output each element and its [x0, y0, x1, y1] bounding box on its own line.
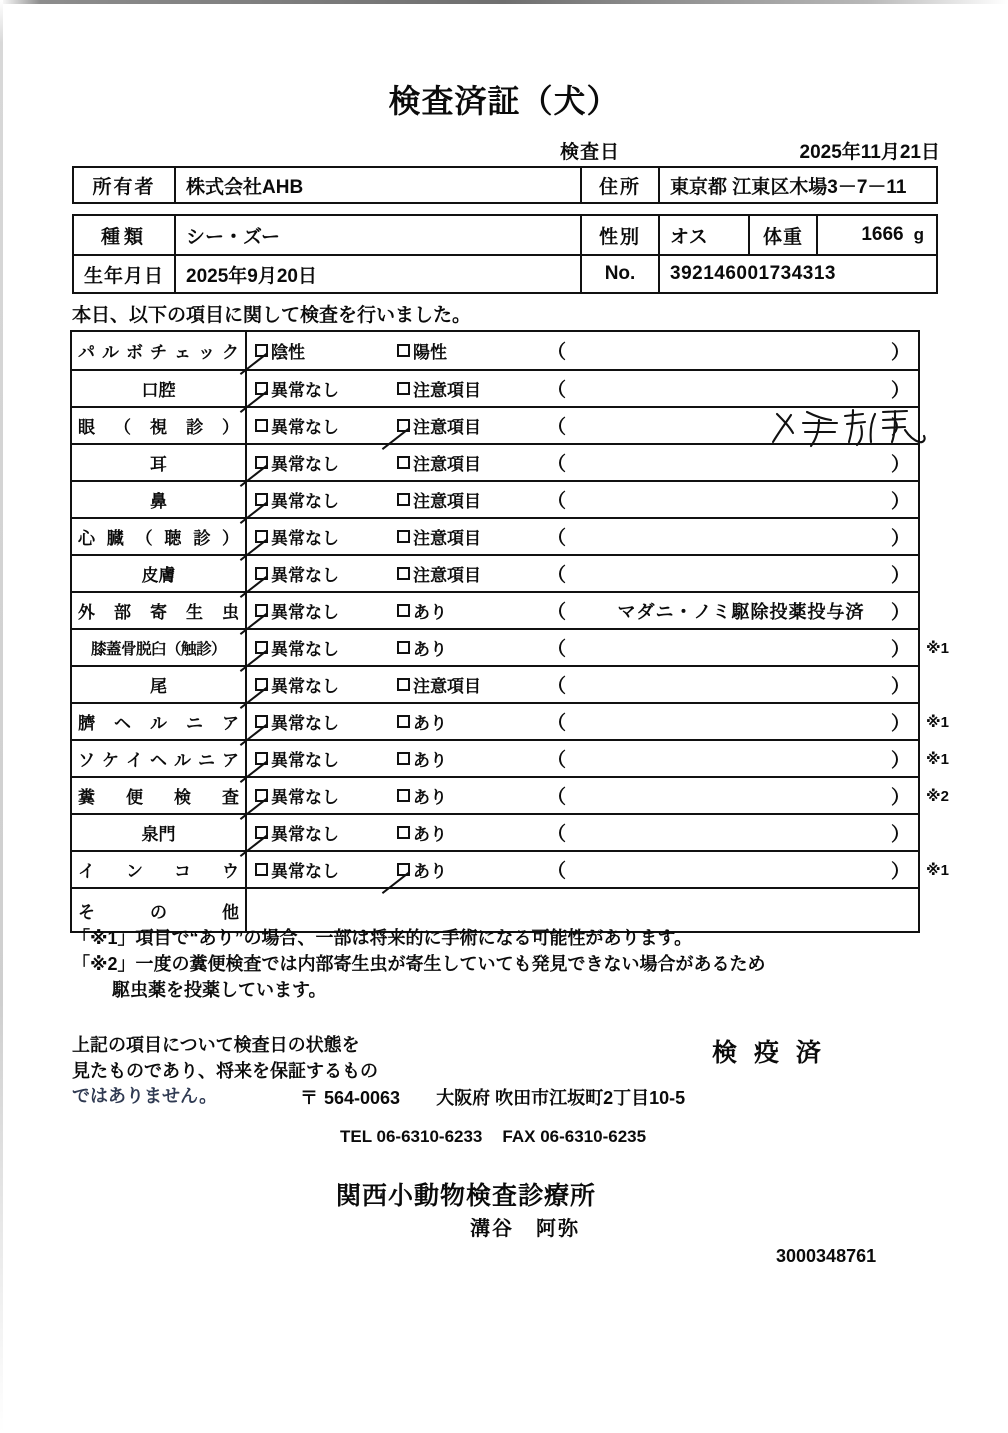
handwritten-annotation [767, 406, 947, 448]
inspection-item-label: 口腔 [72, 371, 247, 406]
exam-date-value: 2025年11月21日 [799, 142, 940, 163]
checkbox-option-label: 異常なし [271, 381, 339, 400]
sex-label: 性別 [580, 216, 658, 254]
inspection-item-label: 眼 （ 視 診 ） [72, 408, 247, 443]
inspection-row [72, 517, 918, 554]
checkbox-option-a[interactable] [255, 487, 397, 512]
clinic-tel: TEL 06-6310-6233 [340, 1127, 483, 1146]
note-paren-close: ） [890, 528, 910, 549]
footnote-marker: ※2 [926, 787, 949, 805]
checked-checkbox-icon[interactable] [255, 715, 268, 728]
animal-row-breed [74, 216, 936, 254]
inspection-options [247, 519, 918, 554]
inspection-item-label: イ ン コ ウ [72, 852, 247, 887]
checkbox-option-label: あり [413, 788, 447, 807]
checkbox-option-label: あり [413, 714, 447, 733]
inspection-item-label: 皮膚 [72, 556, 247, 591]
intro-text: 本日、以下の項目に関して検査を行いました。 [72, 305, 472, 326]
checkbox-option-a[interactable] [255, 820, 397, 845]
checkbox-option-label: 注意項目 [413, 677, 481, 696]
note-paren-open: （ [547, 750, 567, 771]
checkbox-option-label: 異常なし [271, 529, 339, 548]
animal-row-dob [74, 254, 936, 292]
weight-unit: g [913, 225, 924, 244]
checked-checkbox-icon[interactable] [255, 826, 268, 839]
footnote-marker: ※1 [926, 861, 949, 879]
note-paren-open: （ [547, 713, 567, 734]
note-paren-open: （ [547, 676, 567, 697]
footnote-marker: ※1 [926, 713, 949, 731]
footnote-3: 駆虫薬を投薬しています。 [112, 979, 327, 1000]
inspection-options [247, 332, 918, 369]
inspection-item-label: パ ル ボ チ ェ ッ ク [72, 332, 247, 369]
inspection-item-label: そ の 他 [72, 889, 247, 931]
inspection-options [247, 371, 918, 406]
checkbox-option-a[interactable] [255, 709, 397, 734]
checkbox-option-label: あり [413, 825, 447, 844]
checked-checkbox-icon[interactable] [397, 863, 410, 876]
checkbox-option-b[interactable] [397, 746, 547, 771]
checkbox-option-b[interactable] [397, 857, 547, 882]
note-paren-close: ） [890, 713, 910, 734]
sex-value: オス [658, 216, 748, 254]
checkbox-option-label: 異常なし [271, 603, 339, 622]
disclaimer-line-3: ではありません。 [72, 1086, 218, 1107]
checkbox-icon[interactable] [397, 382, 410, 395]
address-value: 東京都 江東区木場3－7－11 [658, 168, 936, 202]
quarantine-stamp: 検 疫 済 [712, 1039, 826, 1067]
checkbox-icon[interactable] [397, 752, 410, 765]
inspection-row [72, 887, 918, 931]
footnote-marker: ※1 [926, 750, 949, 768]
animal-info-table [72, 214, 938, 294]
inspection-note: マダニ・ノミ駆除投薬投与済 [617, 601, 865, 622]
disclaimer-line-1: 上記の項目について検査日の状態を [72, 1035, 360, 1055]
checked-checkbox-icon[interactable] [255, 344, 268, 357]
note-paren-open: （ [547, 491, 567, 512]
checked-checkbox-icon[interactable] [255, 567, 268, 580]
checkbox-icon[interactable] [397, 344, 410, 357]
checkbox-option-b[interactable] [397, 598, 547, 623]
checkbox-option-a[interactable] [255, 376, 397, 401]
clinic-fax: FAX 06-6310-6235 [502, 1127, 647, 1146]
inspection-row [72, 480, 918, 517]
checkbox-option-label: 陽性 [413, 343, 447, 362]
checkbox-option-b[interactable] [397, 524, 547, 549]
checkbox-option-a[interactable] [255, 783, 397, 808]
checkbox-option-label: 異常なし [271, 788, 339, 807]
inspection-row [72, 702, 949, 739]
note-paren-open: （ [547, 417, 567, 438]
checkbox-option-b[interactable] [397, 376, 547, 401]
checkbox-option-a[interactable] [255, 672, 397, 697]
checked-checkbox-icon[interactable] [255, 604, 268, 617]
checkbox-option-label: 陰性 [271, 343, 305, 362]
page-title: 検査済証（犬） [388, 83, 620, 119]
note-paren-close: ） [890, 787, 910, 808]
note-paren-open: （ [547, 565, 567, 586]
note-paren-close: ） [890, 454, 910, 475]
inspection-row [72, 369, 918, 406]
dob-value: 2025年9月20日 [174, 256, 580, 292]
checkbox-icon[interactable] [397, 567, 410, 580]
clinic-name: 関西小動物検査診療所 [336, 1182, 597, 1210]
inspection-row [72, 443, 918, 480]
checkbox-option-label: 異常なし [271, 714, 339, 733]
inspection-options [247, 630, 918, 665]
note-paren-open: （ [547, 342, 567, 363]
checkbox-icon[interactable] [255, 863, 268, 876]
checkbox-option-label: あり [413, 862, 447, 881]
checkbox-option-a[interactable] [255, 746, 397, 771]
checkbox-option-a[interactable] [255, 413, 397, 438]
inspection-options [247, 704, 918, 739]
inspection-options [247, 667, 918, 702]
checkbox-option-label: 異常なし [271, 455, 339, 474]
checkbox-icon[interactable] [397, 826, 410, 839]
note-paren-open: （ [547, 454, 567, 475]
note-paren-close: ） [890, 602, 910, 623]
checkbox-icon[interactable] [397, 789, 410, 802]
checkbox-option-label: 異常なし [271, 677, 339, 696]
checkbox-icon[interactable] [255, 419, 268, 432]
checkbox-option-b[interactable] [397, 709, 547, 734]
checkbox-option-label: あり [413, 751, 447, 770]
checked-checkbox-icon[interactable] [255, 456, 268, 469]
scan-edge-top [0, 0, 1008, 4]
inspection-options [247, 482, 918, 517]
clinic-zip: 564-0063 [324, 1088, 401, 1108]
checkbox-option-label: あり [413, 640, 447, 659]
checkbox-option-b[interactable] [397, 413, 547, 438]
checkbox-option-label: 異常なし [271, 418, 339, 437]
checked-checkbox-icon[interactable] [397, 419, 410, 432]
checkbox-icon[interactable] [397, 530, 410, 543]
owner-label: 所有者 [92, 176, 156, 198]
checkbox-option-b[interactable] [397, 672, 547, 697]
checkbox-option-b[interactable] [397, 820, 547, 845]
inspection-options [247, 852, 918, 887]
note-paren-open: （ [547, 602, 567, 623]
checkbox-option-label: 異常なし [271, 640, 339, 659]
checkbox-option-label: 異常なし [271, 751, 339, 770]
inspection-row [72, 591, 918, 628]
clinic-contact [340, 1127, 646, 1147]
checkbox-option-a[interactable] [255, 635, 397, 660]
note-paren-open: （ [547, 380, 567, 401]
checkbox-option-b[interactable] [397, 561, 547, 586]
inspection-item-label: 臍 ヘ ル ニ ア [72, 704, 247, 739]
inspection-row [72, 554, 918, 591]
inspection-row [72, 406, 918, 443]
inspection-options [247, 593, 918, 628]
exam-date-row [560, 137, 940, 164]
note-paren-open: （ [547, 787, 567, 808]
checkbox-option-a[interactable] [255, 524, 397, 549]
checkbox-option-label: あり [413, 603, 447, 622]
checkbox-option-b[interactable] [397, 635, 547, 660]
inspection-item-label: 泉門 [72, 815, 247, 850]
checkbox-option-b[interactable] [397, 487, 547, 512]
inspection-item-label: 尾 [72, 667, 247, 702]
microchip-no-label: No. [580, 256, 658, 292]
checkbox-icon[interactable] [397, 493, 410, 506]
checkbox-option-b[interactable] [397, 783, 547, 808]
checkbox-option-label: 異常なし [271, 492, 339, 511]
inspection-item-label: 心 臓 （ 聴 診 ） [72, 519, 247, 554]
checkbox-option-b[interactable] [397, 338, 547, 363]
clinic-address-text: 大阪府 吹田市江坂町2丁目10-5 [436, 1088, 686, 1108]
inspection-options [247, 556, 918, 591]
note-paren-open: （ [547, 824, 567, 845]
note-paren-close: ） [890, 750, 910, 771]
dob-label: 生年月日 [83, 265, 164, 287]
inspection-options [247, 408, 918, 443]
checkbox-option-a[interactable] [255, 338, 397, 363]
inspection-row [72, 332, 918, 369]
inspection-row [72, 628, 949, 665]
owner-value: 株式会社AHB [174, 168, 580, 202]
weight-label: 体重 [748, 216, 816, 254]
checked-checkbox-icon[interactable] [255, 789, 268, 802]
footnotes [72, 926, 932, 1004]
checkbox-option-a[interactable] [255, 598, 397, 623]
checkbox-option-label: 注意項目 [413, 566, 481, 585]
inspection-item-label: 糞 便 検 査 [72, 778, 247, 813]
footnote-2: 「※2」一度の糞便検査では内部寄生虫が寄生していても発見できない場合があるため [72, 953, 766, 974]
weight-value: 1666 [861, 224, 904, 245]
checkbox-option-a[interactable] [255, 857, 397, 882]
checkbox-icon[interactable] [397, 456, 410, 469]
note-paren-open: （ [547, 861, 567, 882]
checkbox-icon[interactable] [397, 604, 410, 617]
inspection-options [247, 778, 918, 813]
note-paren-open: （ [547, 528, 567, 549]
note-paren-close: ） [890, 491, 910, 512]
checkbox-icon[interactable] [397, 715, 410, 728]
checked-checkbox-icon[interactable] [255, 382, 268, 395]
inspection-options [247, 889, 918, 931]
checkbox-option-label: 注意項目 [413, 455, 481, 474]
checked-checkbox-icon[interactable] [255, 641, 268, 654]
checkbox-option-label: 注意項目 [413, 381, 481, 400]
inspection-options [247, 445, 918, 480]
inspection-item-label: 耳 [72, 445, 247, 480]
microchip-no-value: 392146001734313 [658, 256, 936, 292]
checked-checkbox-icon[interactable] [255, 752, 268, 765]
postal-mark-icon: 〒 [300, 1088, 318, 1108]
clinic-address [300, 1084, 685, 1110]
checkbox-option-label: 異常なし [271, 825, 339, 844]
inspection-row [72, 739, 949, 776]
inspection-options [247, 815, 918, 850]
checkbox-option-label: 異常なし [271, 862, 339, 881]
note-paren-open: （ [547, 639, 567, 660]
footnote-marker: ※1 [926, 639, 949, 657]
inspection-item-label: ソ ケ イ ヘ ル ニ ア [72, 741, 247, 776]
owner-table [72, 166, 938, 204]
checkbox-option-label: 注意項目 [413, 529, 481, 548]
checkbox-option-a[interactable] [255, 561, 397, 586]
address-label: 住所 [580, 168, 658, 202]
inspection-row [72, 776, 949, 813]
disclaimer-line-2: 見たものであり、将来を保証するもの [72, 1060, 378, 1081]
footnote-1: 「※1」項目で“あり”の場合、一部は将来的に手術になる可能性があります。 [72, 928, 693, 948]
inspection-item-label: 鼻 [72, 482, 247, 517]
checkbox-option-b[interactable] [397, 450, 547, 475]
inspection-row [72, 850, 949, 887]
inspection-row [72, 813, 918, 850]
checkbox-option-label: 注意項目 [413, 492, 481, 511]
weight-value-cell [816, 216, 936, 254]
clinic-veterinarian-name: 溝谷 阿弥 [470, 1218, 580, 1240]
inspection-item-label: 外 部 寄 生 虫 [72, 593, 247, 628]
exam-date-label: 検査日 [560, 142, 621, 163]
checked-checkbox-icon[interactable] [255, 530, 268, 543]
note-paren-close: ） [890, 676, 910, 697]
checked-checkbox-icon[interactable] [255, 678, 268, 691]
inspection-item-label: 膝蓋骨脱臼（触診） [72, 630, 247, 665]
scan-edge-left [0, 0, 3, 1433]
checkbox-option-label: 注意項目 [413, 418, 481, 437]
inspection-row [72, 665, 918, 702]
note-paren-close: ） [890, 824, 910, 845]
note-paren-close: ） [890, 861, 910, 882]
serial-number: 3000348761 [776, 1246, 877, 1266]
checkbox-icon[interactable] [397, 641, 410, 654]
note-paren-close: ） [890, 565, 910, 586]
breed-value: シー・ズー [174, 216, 580, 254]
note-paren-close: ） [890, 639, 910, 660]
inspection-table [70, 330, 949, 933]
inspection-options [247, 741, 918, 776]
checkbox-icon[interactable] [397, 678, 410, 691]
breed-label: 種類 [100, 226, 147, 248]
note-paren-close: ） [890, 342, 910, 363]
note-paren-close: ） [890, 380, 910, 401]
checkbox-option-label: 異常なし [271, 566, 339, 585]
checked-checkbox-icon[interactable] [255, 493, 268, 506]
checkbox-option-a[interactable] [255, 450, 397, 475]
note-paren-close: ） [890, 417, 910, 438]
